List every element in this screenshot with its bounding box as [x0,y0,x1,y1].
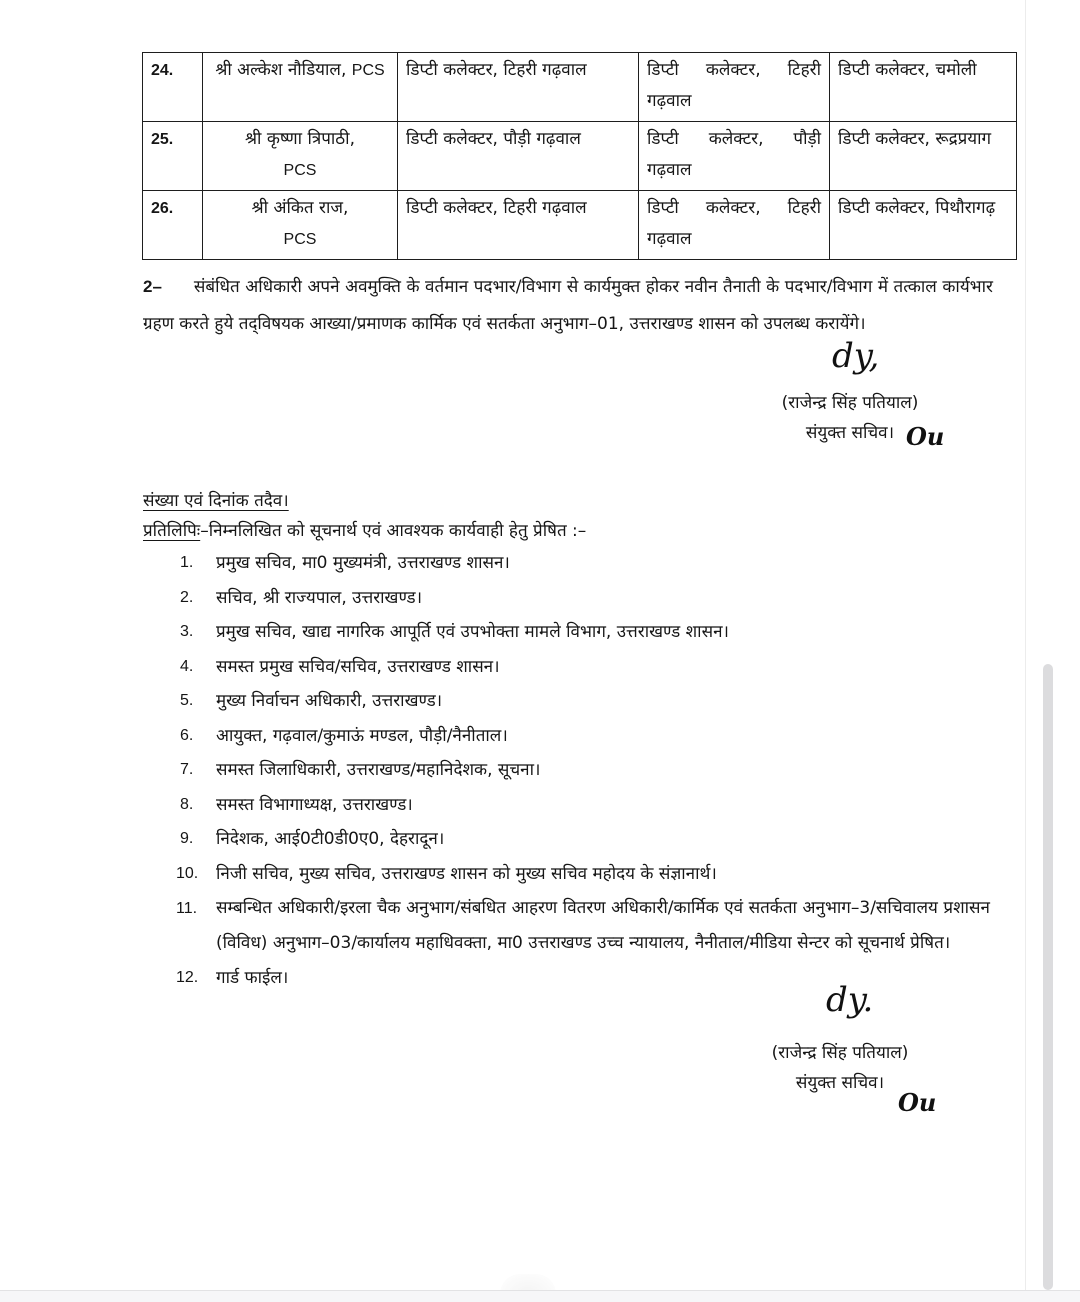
current-post: डिप्टी कलेक्टर, टिहरी गढ़वाल [639,53,830,122]
new-post: डिप्टी कलेक्टर, चमोली [830,53,1017,122]
signatory-designation: संयुक्त सचिव। [805,423,895,443]
officer-service: PCS [283,162,317,179]
item-number: 9. [180,830,194,847]
item-number: 5. [180,692,194,709]
item-text: निजी सचिव, मुख्य सचिव, उत्तराखण्ड शासन को मुख्य सचिव महोदय के संज्ञानार्थ। [216,863,717,884]
current-post: डिप्टी कलेक्टर, पौड़ी गढ़वाल [639,122,830,191]
item-text: सचिव, श्री राज्यपाल, उत्तराखण्ड। [216,587,423,608]
from-post: डिप्टी कलेक्टर, टिहरी गढ़वाल [398,53,639,122]
from-post: डिप्टी कलेक्टर, टिहरी गढ़वाल [398,191,639,260]
officer-service: PCS [283,231,317,248]
item-text: मुख्य निर्वाचन अधिकारी, उत्तराखण्ड। [216,691,443,711]
officer-name: श्री अल्केश नौडियाल, [215,60,347,80]
serial-number: 26. [143,191,203,260]
copy-label: प्रतिलिपिः [143,521,201,541]
list-item [170,822,990,857]
initials-mark: Ou [898,1088,937,1117]
copy-to-heading [143,516,586,546]
list-item [170,684,990,719]
signatory-designation: संयुक्त सचिव। [795,1073,885,1093]
item-text: सम्बन्धित अधिकारी/इरला चैक अनुभाग/संबधित आहरण वितरण अधिकारी/कार्मिक एवं सतर्कता अनुभाग–3/सचिवालय प्रशासन (विविध) अनुभाग–03/कार्यालय महाधिवक्ता, मा0 उत्तराखण्ड उच्च न्यायालय, नैनीताल/मीडिया सेन्टर को सूचनार्थ प्रेषित। [216,898,990,953]
signature-mark: dy, [832,336,880,376]
item-number: 7. [180,761,194,778]
list-item [170,891,990,961]
initials-mark: Ou [906,422,945,451]
new-post: डिप्टी कलेक्टर, रूद्रप्रयाग [830,122,1017,191]
paragraph-2 [143,268,993,343]
officer-name: श्री अंकित राज, [251,198,349,218]
item-text: निदेशक, आई0टी0डी0ए0, देहरादून। [216,829,445,849]
item-text: आयुक्त, गढ़वाल/कुमाऊं मण्डल, पौड़ी/नैनीताल। [216,725,508,746]
signatory-name: (राजेन्द्र सिंह पतियाल) [771,1043,909,1063]
reference-number-date [143,486,289,516]
list-item [170,615,990,650]
list-item [170,719,990,754]
item-text: समस्त जिलाधिकारी, उत्तराखण्ड/महानिदेशक, सूचना। [216,760,541,780]
from-post: डिप्टी कलेक्टर, पौड़ी गढ़वाल [398,122,639,191]
item-text: प्रमुख सचिव, खाद्य नागरिक आपूर्ति एवं उपभोक्ता मामले विभाग, उत्तराखण्ड शासन। [216,622,729,642]
list-item [170,581,990,616]
item-text: समस्त विभागाध्यक्ष, उत्तराखण्ड। [216,794,413,815]
item-text: गार्ड फाईल। [216,968,289,988]
item-number: 1. [180,554,194,571]
bottom-bar [0,1290,1080,1302]
number-date-text: संख्या एवं दिनांक तदैव। [143,491,289,511]
serial-number: 24. [143,53,203,122]
list-item [170,546,990,581]
paragraph-number: 2– [143,277,162,296]
table-row [143,122,1017,191]
item-number: 6. [180,726,194,744]
scrollbar-track[interactable] [1026,0,1080,1290]
item-text: प्रमुख सचिव, मा0 मुख्यमंत्री, उत्तराखण्ड शासन। [216,553,510,573]
transfer-table [142,52,1017,260]
new-post: डिप्टी कलेक्टर, पिथौरागढ़ [830,191,1017,260]
item-number: 2. [180,588,194,606]
table-row [143,53,1017,122]
item-number: 10. [176,864,199,882]
officer-name-cell [203,53,398,122]
copy-recipient-list [170,546,990,996]
paragraph-text: संबंधित अधिकारी अपने अवमुक्ति के वर्तमान पदभार/विभाग से कार्यमुक्त होकर नवीन तैनाती के पदभार/विभाग में तत्काल कार्यभार ग्रहण करते हुये तद्‌विषयक आख्या/प्रमाणक कार्मिक एवं सतर्कता अनुभाग–01, उत्तराखण्ड शासन को उपलब्ध करायेंगे। [143,277,993,334]
list-item [170,650,990,685]
table-row [143,191,1017,260]
item-number: 8. [180,795,194,813]
list-item [170,753,990,788]
item-number: 11. [176,900,198,917]
list-item [170,857,990,892]
officer-name-cell [203,122,398,191]
item-text: समस्त प्रमुख सचिव/सचिव, उत्तराखण्ड शासन। [216,656,500,677]
item-number: 12. [176,969,199,986]
item-number: 4. [180,657,194,675]
serial-number: 25. [143,122,203,191]
list-item [170,788,990,823]
officer-name-cell [203,191,398,260]
signatory-name: (राजेन्द्र सिंह पतियाल) [781,393,919,413]
officer-service: PCS [351,62,385,79]
current-post: डिप्टी कलेक्टर, टिहरी गढ़वाल [639,191,830,260]
scrollbar-thumb[interactable] [1043,664,1053,1290]
officer-name: श्री कृष्णा त्रिपाठी, [244,129,355,149]
signature-mark: dy. [826,980,874,1020]
copy-text: –निम्नलिखित को सूचनार्थ एवं आवश्यक कार्यवाही हेतु प्रेषित :– [200,521,587,541]
item-number: 3. [180,623,194,640]
